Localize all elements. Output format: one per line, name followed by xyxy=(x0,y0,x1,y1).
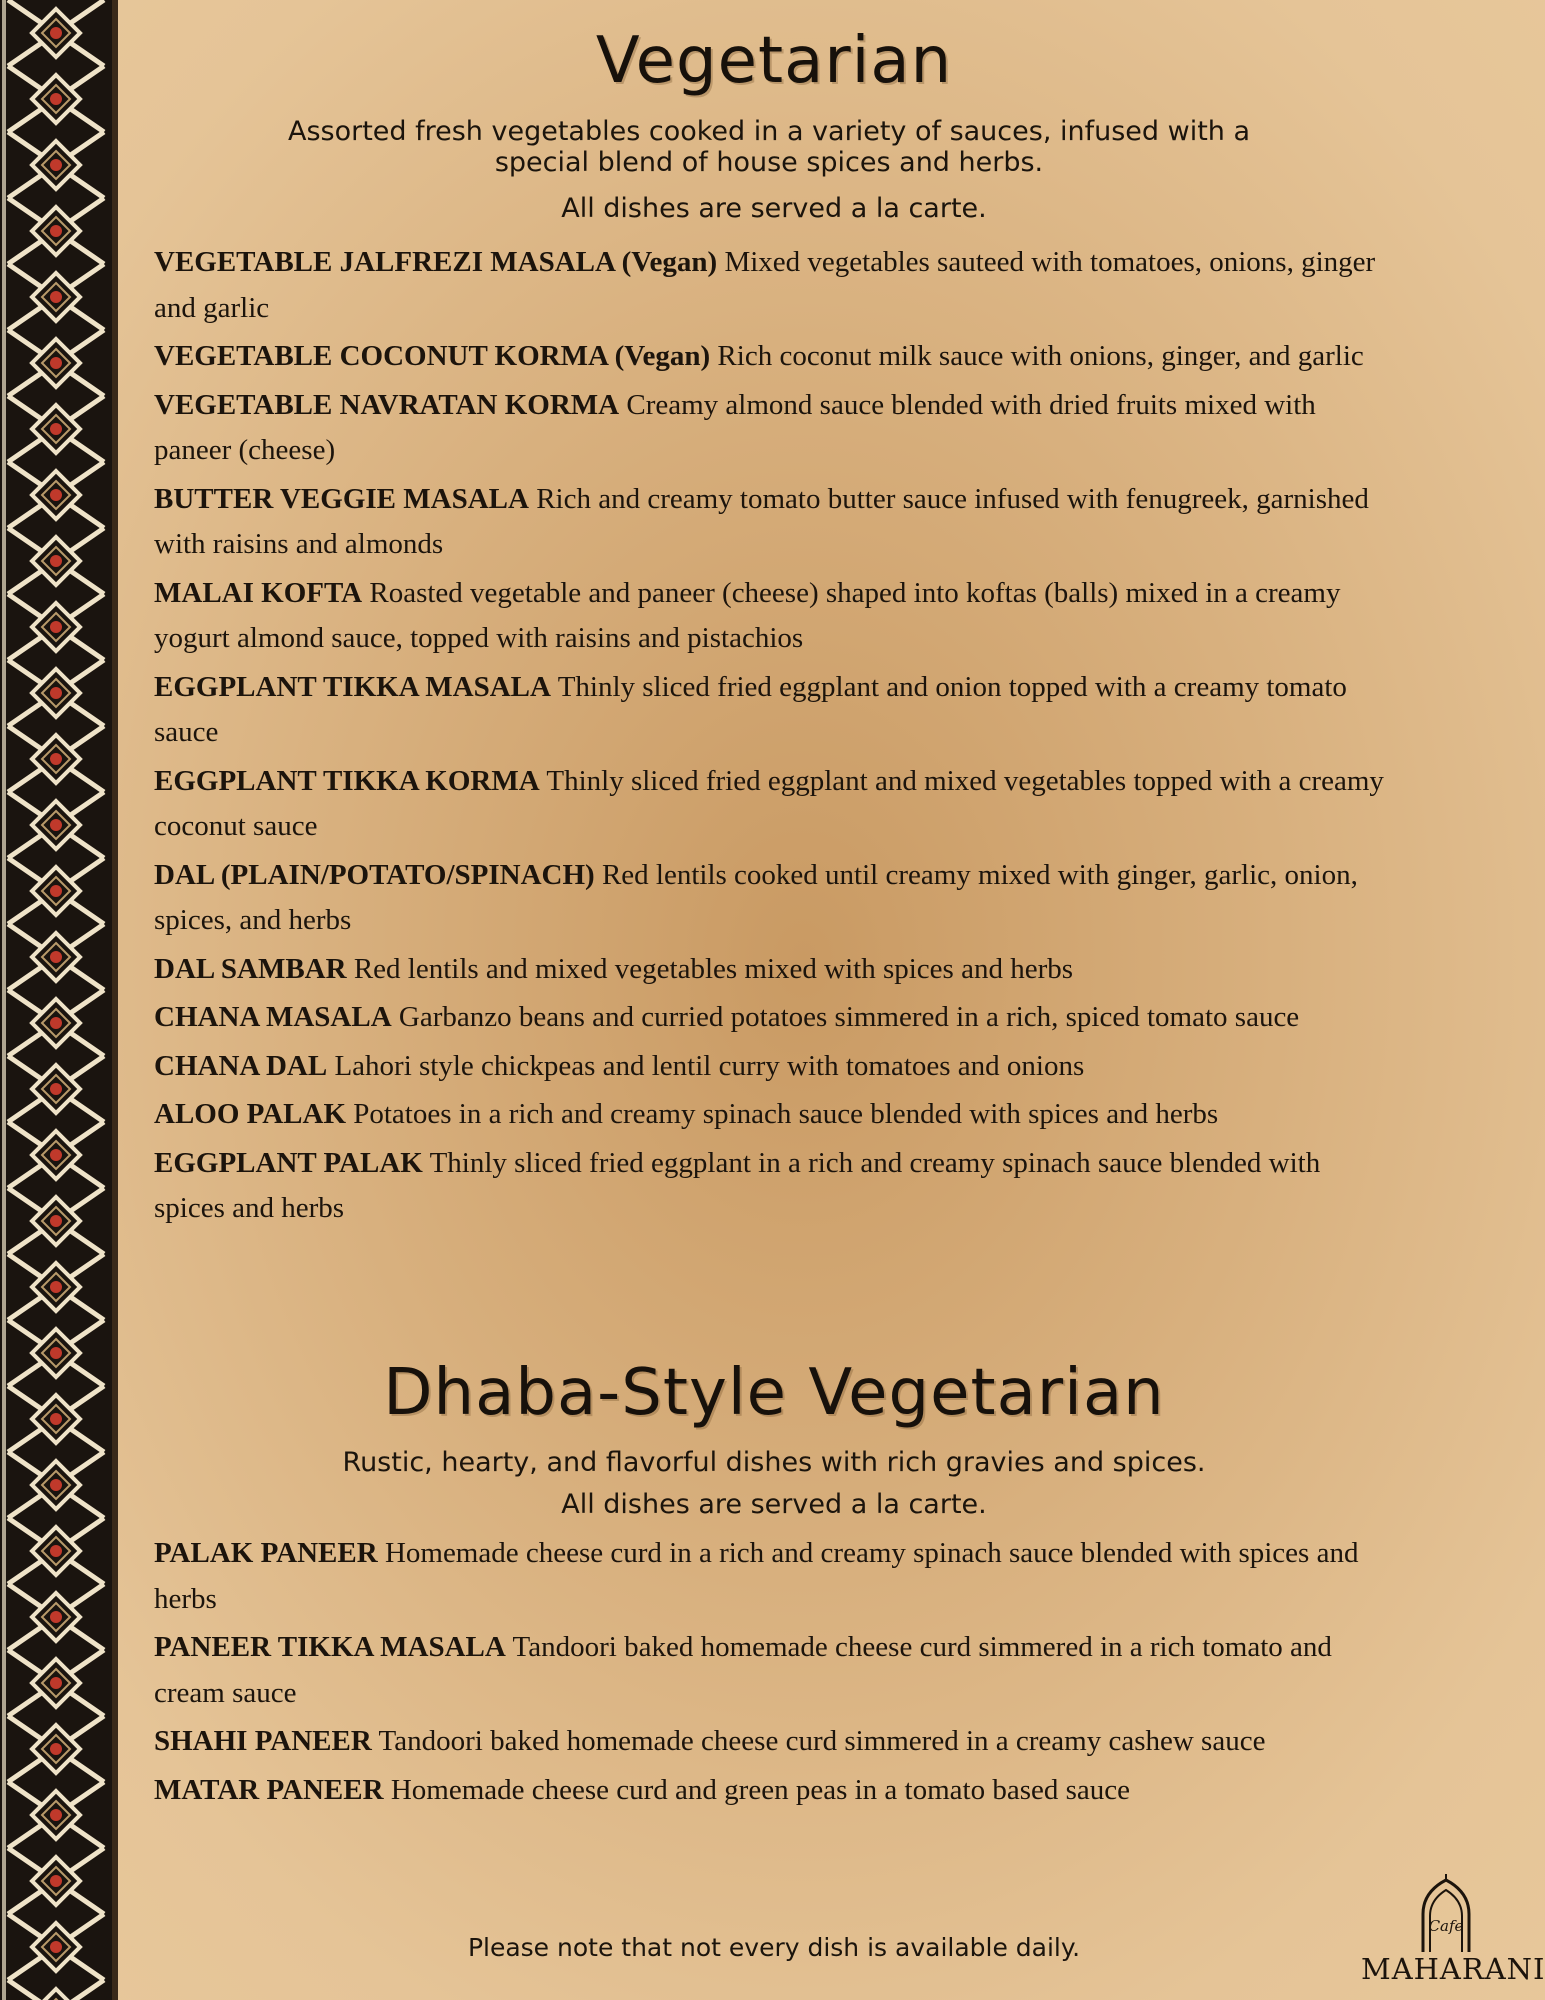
dish-name: BUTTER VEGGIE MASALA xyxy=(154,482,529,515)
dish-description: Homemade cheese curd and green peas in a tomato based sauce xyxy=(390,1773,1131,1806)
dish-description: Garbanzo beans and curried potatoes simmered in a rich, spiced tomato sauce xyxy=(398,1001,1300,1033)
dish-name: VEGETABLE JALFREZI MASALA (Vegan) xyxy=(154,246,718,278)
dish-name: DAL SAMBAR xyxy=(154,952,347,985)
menu-item xyxy=(154,571,1394,662)
dish-name: EGGPLANT PALAK xyxy=(154,1146,423,1179)
dish-description: Rich and creamy tomato butter sauce infused with fenugreek, garnished with raisins and almonds xyxy=(154,482,1369,560)
dhaba-menu-list xyxy=(154,1531,1394,1816)
dish-name: MALAI KOFTA xyxy=(154,576,363,609)
dish-description: Mixed vegetables sauteed with tomatoes, onions, ginger and garlic xyxy=(154,246,1376,324)
logo-cafe-text: Cafe xyxy=(1428,1917,1464,1935)
dish-description: Rich coconut milk sauce with onions, ginger, and garlic xyxy=(717,340,1364,372)
menu-item xyxy=(154,853,1394,944)
logo-name: MAHARANI xyxy=(1361,1952,1545,1986)
dish-name: VEGETABLE COCONUT KORMA (Vegan) xyxy=(154,340,711,372)
border-edge xyxy=(112,0,118,2000)
menu-item xyxy=(154,1044,1394,1090)
menu-item xyxy=(154,995,1394,1041)
dish-description: Homemade cheese curd in a rich and creamy spinach sauce blended with spices and herbs xyxy=(154,1537,1359,1615)
dish-name: EGGPLANT TIKKA KORMA xyxy=(154,764,540,797)
availability-note: Please note that not every dish is available daily. xyxy=(467,1933,1081,1962)
dish-name: DAL (PLAIN/POTATO/SPINACH) xyxy=(154,858,595,891)
decorative-border xyxy=(0,0,118,2000)
dish-description: Potatoes in a rich and creamy spinach sauce blended with spices and herbs xyxy=(353,1098,1219,1130)
menu-item xyxy=(154,947,1394,993)
dish-name: EGGPLANT TIKKA MASALA xyxy=(154,670,551,703)
dish-description: Red lentils and mixed vegetables mixed with spices and herbs xyxy=(353,952,1074,985)
dish-name: CHANA MASALA xyxy=(154,1001,392,1033)
dish-name: PALAK PANEER xyxy=(154,1537,378,1569)
dish-name: ALOO PALAK xyxy=(154,1098,346,1130)
dish-description: Thinly sliced fried eggplant in a rich and creamy spinach sauce blended with spices and herbs xyxy=(154,1146,1321,1224)
menu-item xyxy=(154,383,1394,474)
dish-name: MATAR PANEER xyxy=(154,1773,384,1806)
menu-item xyxy=(154,1768,1394,1814)
dish-name: PANEER TIKKA MASALA xyxy=(154,1631,506,1663)
serving-note-vegetarian: All dishes are served a la carte. xyxy=(561,193,987,224)
menu-item xyxy=(154,240,1394,331)
cafe-logo-arch-icon xyxy=(1361,1874,1531,1954)
dish-name: CHANA DAL xyxy=(154,1049,328,1082)
menu-item xyxy=(154,1092,1394,1138)
dish-name: VEGETABLE NAVRATAN KORMA xyxy=(154,388,620,421)
dish-description: Roasted vegetable and paneer (cheese) shaped into koftas (balls) mixed in a creamy yogurt almond sauce, topped with raisins and pistachios xyxy=(154,576,1341,654)
menu-item xyxy=(154,1625,1394,1716)
dish-name: SHAHI PANEER xyxy=(154,1725,372,1757)
dish-description: Thinly sliced fried eggplant and onion topped with a creamy tomato sauce xyxy=(154,670,1347,748)
menu-item xyxy=(154,1719,1394,1765)
menu-item xyxy=(154,759,1394,850)
dish-description: Red lentils cooked until creamy mixed with ginger, garlic, onion, spices, and herbs xyxy=(154,858,1358,936)
dish-description: Tandoori baked homemade cheese curd simmered in a rich tomato and cream sauce xyxy=(154,1631,1332,1709)
dish-description: Tandoori baked homemade cheese curd simmered in a creamy cashew sauce xyxy=(378,1725,1266,1757)
vegetarian-menu-list xyxy=(154,240,1394,1235)
menu-item xyxy=(154,334,1394,380)
menu-page xyxy=(154,0,1394,2000)
dish-description: Thinly sliced fried eggplant and mixed vegetables topped with a creamy coconut sauce xyxy=(154,764,1384,842)
dish-description: Lahori style chickpeas and lentil curry with tomatoes and onions xyxy=(334,1049,1085,1082)
border-pattern-icon xyxy=(0,0,112,2000)
section-title-dhaba: Dhaba-Style Vegetarian xyxy=(383,1356,1165,1430)
menu-item xyxy=(154,1141,1394,1232)
menu-item xyxy=(154,477,1394,568)
menu-item xyxy=(154,1531,1394,1622)
section-subtitle-vegetarian: Assorted fresh vegetables cooked in a variety of sauces, infused with a special blend of house spices and herbs. xyxy=(287,116,1251,178)
section-subtitle-dhaba: Rustic, hearty, and flavorful dishes with rich gravies and spices. xyxy=(342,1447,1206,1478)
cafe-maharani-logo xyxy=(1361,1874,1545,1986)
dish-description: Creamy almond sauce blended with dried fruits mixed with paneer (cheese) xyxy=(154,388,1316,466)
menu-item xyxy=(154,665,1394,756)
section-title-vegetarian: Vegetarian xyxy=(595,24,953,98)
serving-note-dhaba: All dishes are served a la carte. xyxy=(561,1489,987,1520)
